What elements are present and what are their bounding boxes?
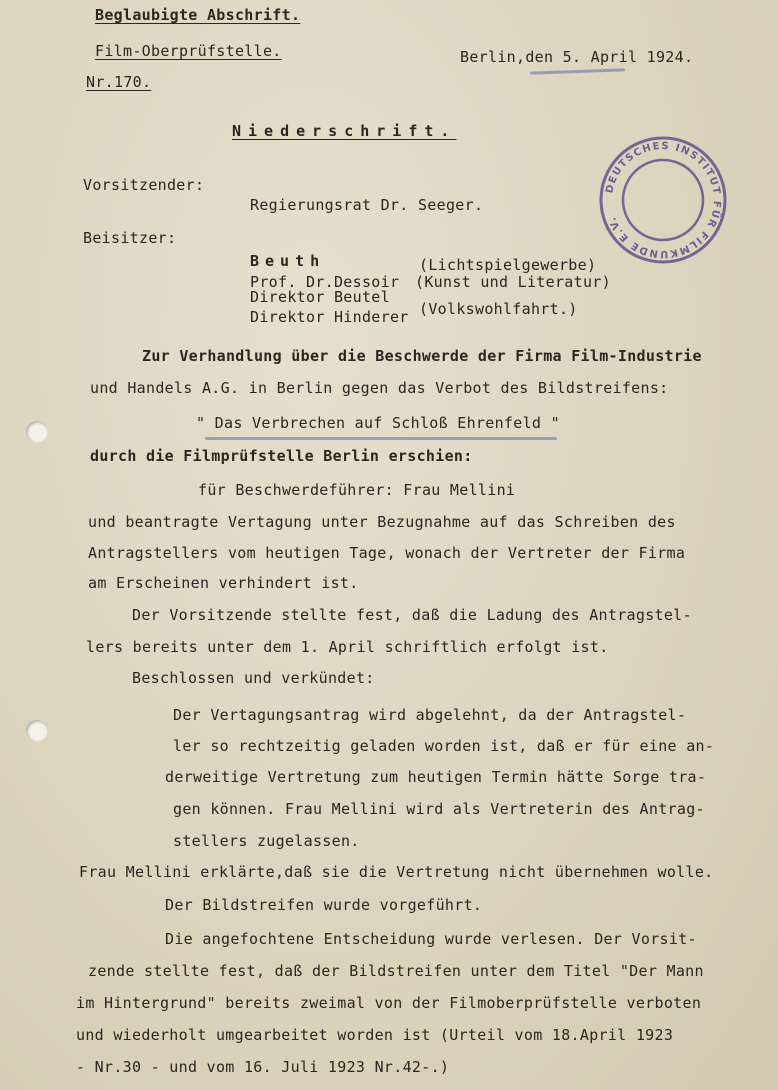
- body-line: Der Bildstreifen wurde vorgeführt.: [165, 896, 483, 914]
- chair-label: Vorsitzender:: [83, 176, 205, 194]
- decision-line: gen können. Frau Mellini wird als Vertreterin des Antrag-: [173, 800, 705, 818]
- body-line: Zur Verhandlung über die Beschwerde der Firma Film-Industrie: [142, 347, 702, 365]
- office-name: Film-Oberprüfstelle.: [95, 42, 282, 60]
- assessor-name: Direktor Beutel: [250, 288, 390, 306]
- body-line: Antragstellers vom heutigen Tage, wonach der Vertreter der Firma: [88, 544, 686, 562]
- assessors-label: Beisitzer:: [83, 229, 177, 247]
- assessor-area: (Volkswohlfahrt.): [419, 300, 578, 318]
- assessor-area: (Kunst und Literatur): [415, 273, 611, 291]
- place-date: Berlin,den 5. April 1924.: [460, 48, 694, 66]
- film-title: " Das Verbrechen auf Schloß Ehrenfeld ": [196, 414, 560, 432]
- chair-name: Regierungsrat Dr. Seeger.: [250, 196, 484, 214]
- page-title: Niederschrift.: [232, 122, 457, 140]
- pencil-mark: [205, 437, 557, 440]
- body-line: und wiederholt umgearbeitet worden ist (Urteil vom 18.April 1923: [76, 1026, 674, 1044]
- decision-line: ler so rechtzeitig geladen worden ist, daß er für eine an-: [173, 737, 715, 755]
- decision-line: derweitige Vertretung zum heutigen Termin hätte Sorge tra-: [165, 768, 707, 786]
- body-line: Frau Mellini erklärte,daß sie die Vertretung nicht übernehmen wolle.: [79, 863, 714, 881]
- body-line: durch die Filmprüfstelle Berlin erschien:: [90, 447, 473, 465]
- assessor-name: Direktor Hinderer: [250, 308, 409, 326]
- body-line: lers bereits unter dem 1. April schriftlich erfolgt ist.: [86, 638, 609, 656]
- body-line: zende stellte fest, daß der Bildstreifen unter dem Titel "Der Mann: [88, 962, 704, 980]
- assessor-name: Prof. Dr.Dessoir: [250, 273, 400, 291]
- body-line: für Beschwerdeführer: Frau Mellini: [198, 481, 516, 499]
- body-line: Beschlossen und verkündet:: [132, 669, 375, 687]
- body-line: Der Vorsitzende stellte fest, daß die Ladung des Antragstel-: [132, 606, 692, 624]
- body-line: im Hintergrund" bereits zweimal von der Filmoberprüfstelle verboten: [76, 994, 702, 1012]
- body-line: und Handels A.G. in Berlin gegen das Verbot des Bildstreifens:: [90, 379, 669, 397]
- assessor-area: (Lichtspielgewerbe): [419, 256, 597, 274]
- body-line: am Erscheinen verhindert ist.: [88, 574, 359, 592]
- copy-label: Beglaubigte Abschrift.: [95, 6, 301, 24]
- punch-hole: [26, 720, 48, 742]
- body-line: - Nr.30 - und vom 16. Juli 1923 Nr.42-.): [76, 1058, 450, 1076]
- punch-hole: [26, 421, 48, 443]
- pencil-mark: [530, 68, 625, 74]
- assessor-name: Beuth: [250, 252, 326, 270]
- document-number: Nr.170.: [86, 73, 152, 91]
- decision-line: stellers zugelassen.: [173, 832, 360, 850]
- stamp-text: DEUTSCHES INSTITUT FÜR FILMKUNDE E.V.: [604, 140, 723, 260]
- institute-stamp: [597, 134, 729, 266]
- body-line: und beantragte Vertagung unter Bezugnahme auf das Schreiben des: [88, 513, 676, 531]
- decision-line: Der Vertagungsantrag wird abgelehnt, da der Antragstel-: [173, 706, 687, 724]
- body-line: Die angefochtene Entscheidung wurde verlesen. Der Vorsit-: [165, 930, 697, 948]
